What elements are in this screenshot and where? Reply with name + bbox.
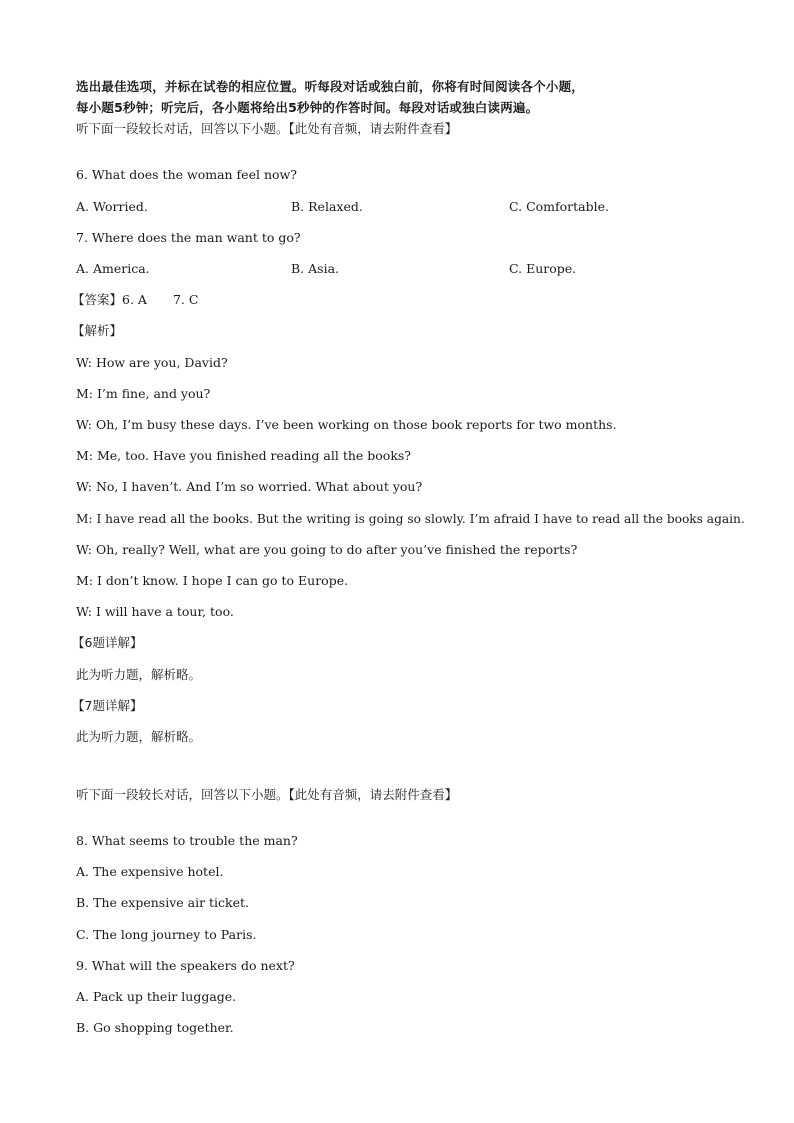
q7-option-c: C. Europe. xyxy=(509,261,577,276)
question-8: 8. What seems to trouble the man? xyxy=(76,833,298,848)
q7-option-a: A. America. xyxy=(76,261,150,276)
q9-option-a: A. Pack up their luggage. xyxy=(76,989,237,1004)
q8-option-c: C. The long journey to Paris. xyxy=(76,927,257,942)
dialogue-line: W: No, I haven’t. And I’m so worried. What about you? xyxy=(76,479,423,494)
detail-6-text: 此为听力题，解析略。 xyxy=(76,667,202,682)
section1-heading: 听下面一段较长对话，回答以下小题。【此处有音频，请去附件查看】 xyxy=(76,121,458,136)
analysis-label: 【解析】 xyxy=(72,323,123,338)
intro-line-2: 每小题5秒钟；听完后，各小题将给出5秒钟的作答时间。每段对话或独白读两遍。 xyxy=(76,100,539,115)
intro-line-1: 选出最佳选项，并标在试卷的相应位置。听每段对话或独白前，你将有时间阅读各个小题， xyxy=(76,79,585,94)
detail-7-label: 【7题详解】 xyxy=(72,698,143,713)
question-6: 6. What does the woman feel now? xyxy=(76,167,297,182)
dialogue-line: M: Me, too. Have you finished reading all the books? xyxy=(76,448,412,463)
answer-label: 【答案】 xyxy=(72,292,123,307)
dialogue-line: W: Oh, really? Well, what are you going to do after you’ve finished the reports? xyxy=(76,542,578,557)
dialogue-line: M: I’m fine, and you? xyxy=(76,386,211,401)
section2-heading: 听下面一段较长对话，回答以下小题。【此处有音频，请去附件查看】 xyxy=(76,787,458,802)
question-9: 9. What will the speakers do next? xyxy=(76,958,295,973)
detail-7-text: 此为听力题，解析略。 xyxy=(76,729,202,744)
question-7: 7. Where does the man want to go? xyxy=(76,230,301,245)
answer-7: 7. C xyxy=(172,292,199,307)
q6-option-b: B. Relaxed. xyxy=(291,199,363,214)
dialogue-line: W: I will have a tour, too. xyxy=(76,604,234,619)
answer-6: 6. A xyxy=(122,292,147,307)
q9-option-b: B. Go shopping together. xyxy=(76,1020,234,1035)
q6-option-a: A. Worried. xyxy=(76,199,148,214)
q8-option-a: A. The expensive hotel. xyxy=(76,864,224,879)
q8-option-b: B. The expensive air ticket. xyxy=(76,895,250,910)
dialogue-line: M: I don’t know. I hope I can go to Europe. xyxy=(76,573,349,588)
dialogue-line: W: Oh, I’m busy these days. I’ve been working on those book reports for two months. xyxy=(76,417,617,432)
detail-6-label: 【6题详解】 xyxy=(72,635,143,650)
q6-option-c: C. Comfortable. xyxy=(509,199,609,214)
answer-line xyxy=(72,292,198,308)
q7-option-b: B. Asia. xyxy=(291,261,339,276)
dialogue-line: W: How are you, David? xyxy=(76,355,228,370)
dialogue-line: M: I have read all the books. But the writing is going so slowly. I’m afraid I have to read all the books again. xyxy=(76,512,745,526)
